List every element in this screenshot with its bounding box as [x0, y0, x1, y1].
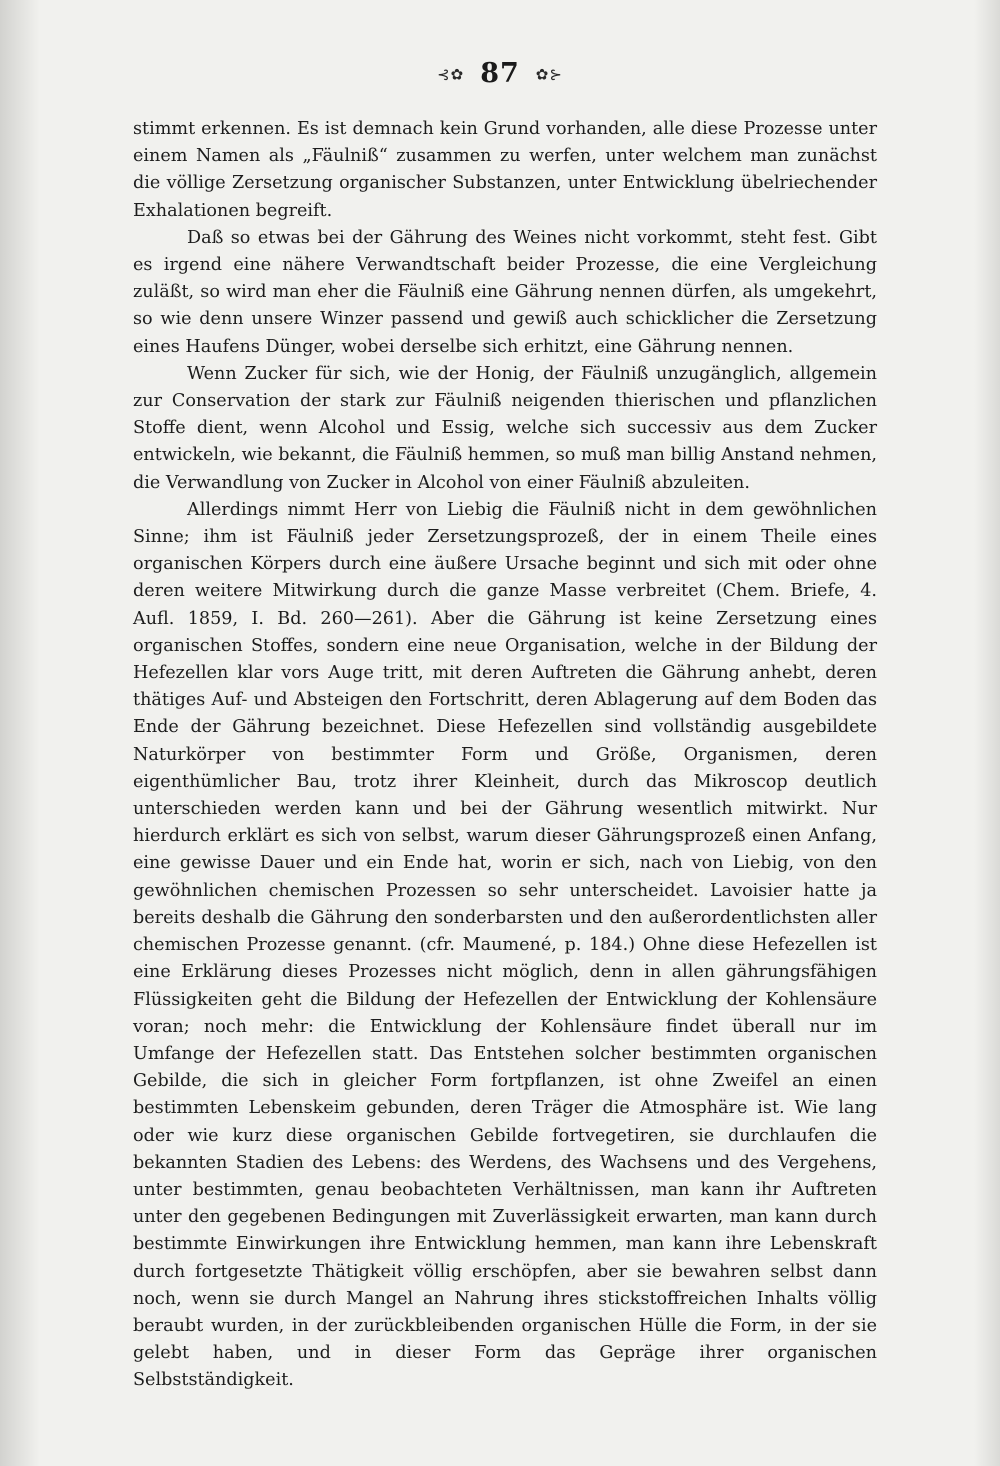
paragraph-1: stimmt erkennen. Es ist demnach kein Grund vorhanden, alle diese Prozesse unter einem Namen als „Fäulniß“ zusammen zu werfen, unter welchem man zunächst die völlige Zersetzung organischer Substanzen, unter Entwicklung übelriechender Exhalationen begreift.	[133, 119, 877, 221]
ornament-left-icon: ⊰✿	[437, 65, 465, 84]
paragraph-2: Daß so etwas bei der Gährung des Weines nicht vorkommt, steht fest. Gibt es irgend eine nähere Verwandtschaft beider Prozesse, die eine Vergleichung zuläßt, so wird man eher die Fäulniß eine Gährung nennen dürfen, als umgekehrt, so wie denn unsere Winzer passend und gewiß auch schicklicher die Zersetzung eines Haufens Dünger, wobei derselbe sich erhitzt, eine Gährung nennen.	[133, 227, 877, 357]
page-edge-shadow	[974, 0, 1000, 1466]
page-header	[0, 58, 1000, 89]
paragraph-4: Allerdings nimmt Herr von Liebig die Fäulniß nicht in dem gewöhnlichen Sinne; ihm ist Fäulniß jeder Zersetzungsprozeß, der in einem Theile eines organischen Körpers durch eine äußere Ursache beginnt und sich mit oder ohne deren weitere Mitwirkung durch die ganze Masse verbreitet (Chem. Briefe, 4. Aufl. 1859, I. Bd. 260—261). Aber die Gährung ist keine Zersetzung eines organischen Stoffes, sondern eine neue Organisation, welche in der Bildung der Hefezellen klar vors Auge tritt, mit deren Auftreten die Gährung anhebt, deren thätiges Auf- und Absteigen den Fortschritt, deren Ablagerung auf dem Boden das Ende der Gährung bezeichnet. Diese Hefezellen sind vollständig ausgebildete Naturkörper von bestimmter Form und Größe, Organismen, deren eigenthümlicher Bau, trotz ihrer Kleinheit, durch das Mikroscop deutlich unterschieden werden kann und bei der Gährung wesentlich mitwirkt. Nur hierdurch erklärt es sich von selbst, warum dieser Gährungsprozeß einen Anfang, eine gewisse Dauer und ein Ende hat, worin er sich, nach von Liebig, von den gewöhnlichen chemischen Prozessen so sehr unterscheidet. Lavoisier hatte ja bereits deshalb die Gährung den sonderbarsten und den außerordentlichsten aller chemischen Prozesse genannt. (cfr. Maumené, p. 184.) Ohne diese Hefezellen ist eine Erklärung dieses Prozesses nicht möglich, denn in allen gährungsfähigen Flüssigkeiten geht die Bildung der Hefezellen der Entwicklung der Kohlensäure voran; noch mehr: die Entwicklung der Kohlensäure findet überall nur im Umfange der Hefezellen statt. Das Entstehen solcher bestimmten organischen Gebilde, die sich in gleicher Form fortpflanzen, ist ohne Zweifel an einen bestimmten Lebenskeim gebunden, deren Träger die Atmosphäre ist. Wie lang oder wie kurz diese organischen Gebilde fortvegetiren, sie durchlaufen die bekannten Stadien des Lebens: des Werdens, des Wachsens und des Vergehens, unter bestimmten, genau beobachteten Verhältnissen, man kann ihr Auftreten unter den gegebenen Bedingungen mit Zuverlässigkeit erwarten, man kann durch bestimmte Einwirkungen ihre Entwicklung hemmen, man kann ihre Lebenskraft durch fortgesetzte Thätigkeit völlig erschöpfen, aber sie bewahren selbst dann noch, wenn sie durch Mangel an Nahrung ihres stickstoffreichen Inhalts völlig beraubt wurden, in der zurückbleibenden organischen Hülle die Form, in der sie gelebt haben, und in dieser Form das Gepräge ihrer organischen Selbstständigkeit.	[133, 499, 877, 1391]
body-text	[133, 116, 877, 1395]
page-number: 87	[480, 58, 520, 89]
paragraph-3: Wenn Zucker für sich, wie der Honig, der Fäulniß unzugänglich, allgemein zur Conservation der stark zur Fäulniß neigenden thierischen und pflanzlichen Stoffe dient, wenn Alcohol und Essig, welche sich successiv aus dem Zucker entwickeln, wie bekannt, die Fäulniß hemmen, so muß man billig Anstand nehmen, die Verwandlung von Zucker in Alcohol von einer Fäulniß abzuleiten.	[133, 363, 877, 493]
ornament-right-icon: ✿⊱	[535, 65, 563, 84]
page-gutter-shadow	[0, 0, 40, 1466]
